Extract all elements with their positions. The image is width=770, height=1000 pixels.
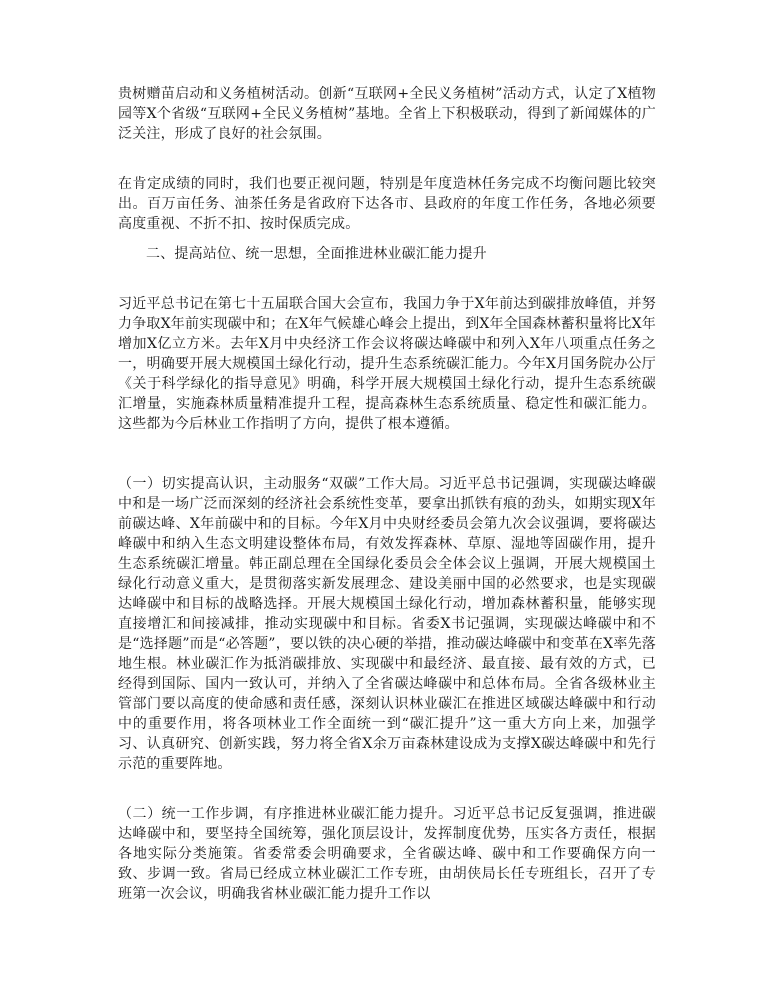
paragraph-subsection-one: （一）切实提高认识，主动服务“双碳”工作大局。习近平总书记强调，实现碳达峰碳中和是一场广泛而深刻的经济社会系统性变革，要拿出抓铁有痕的劲头，如期实现X年前碳达峰、X年前碳中和的目标。今年X月中央财经委员会第九次会议强调，要将碳达峰碳中和纳入生态文明建设整体布局，有效发挥森林、草原、湿地等固碳作用，提升生态系统碳汇增量。韩正副总理在全国绿化委员会全体会议上强调，开展大规模国土绿化行动意义重大，是贯彻落实新发展理念、建设美丽中国的必然要求，也是实现碳达峰碳中和目标的战略选择。开展大规模国土绿化行动，增加森林蓄积量，能够实现直接增汇和间接减排，推动实现碳中和目标。省委X书记强调，实现碳达峰碳中和不是“选择题”而是“必答题”，要以铁的决心硬的举措，推动碳达峰碳中和变革在X率先落地生根。林业碳汇作为抵消碳排放、实现碳中和最经济、最直接、最有效的方式，已经得到国际、国内一致认可，并纳入了全省碳达峰碳中和总体布局。全省各级林业主管部门要以高度的使命感和责任感，深刻认识林业碳汇在推进区域碳达峰碳中和行动中的重要作用，将各项林业工作全面统一到“碳汇提升”这一重大方向上来，加强学习、认真研究、创新实践，努力将全省X余万亩森林建设成为支撑X碳达峰碳中和先行示范的重要阵地。 xyxy=(118,476,657,772)
paragraph-carbon-goals: 习近平总书记在第七十五届联合国大会宣布，我国力争于X年前达到碳排放峰值，并努力争取X年前实现碳中和；在X年气候雄心峰会上提出，到X年全国森林蓄积量将比X年增加X亿立方米。去年X月中央经济工作会议将碳达峰碳中和列入X年八项重点任务之一，明确要开展大规模国土绿化行动，提升生态系统碳汇能力。今年X月国务院办公厅《关于科学绿化的指导意见》明确，科学开展大规模国土绿化行动，提升生态系统碳汇增量，实施森林质量精准提升工程，提高森林生态系统质量、稳定性和碳汇能力。这些都为今后林业工作指明了方向，提供了根本遵循。 xyxy=(118,296,656,432)
section-heading-two: 二、提高站位、统一思想，全面推进林业碳汇能力提升 xyxy=(146,246,487,262)
paragraph-subsection-two: （二）统一工作步调，有序推进林业碳汇能力提升。习近平总书记反复强调，推进碳达峰碳中和，要坚持全国统筹，强化顶层设计，发挥制度优势，压实各方责任，根据各地实际分类施策。省委常委会明确要求，全省碳达峰、碳中和工作要确保方向一致、步调一致。省局已经成立林业碳汇工作专班，由胡侠局长任专班组长，召开了专班第一次会议，明确我省林业碳汇能力提升工作以 xyxy=(118,806,656,902)
paragraph-tree-planting-activities: 贵树赠苗启动和义务植树活动。创新“互联网+全民义务植树”活动方式，认定了X植物园等X个省级“互联网+全民义务植树”基地。全省上下积极联动，得到了新闻媒体的广泛关注，形成了良好的社会氛围。 xyxy=(118,86,656,142)
paragraph-problems: 在肯定成绩的同时，我们也要正视问题，特别是年度造林任务完成不均衡问题比较突出。百万亩任务、油茶任务是省政府下达各市、县政府的年度工作任务，各地必须要高度重视、不折不扣、按时保质完成。 xyxy=(118,176,656,232)
